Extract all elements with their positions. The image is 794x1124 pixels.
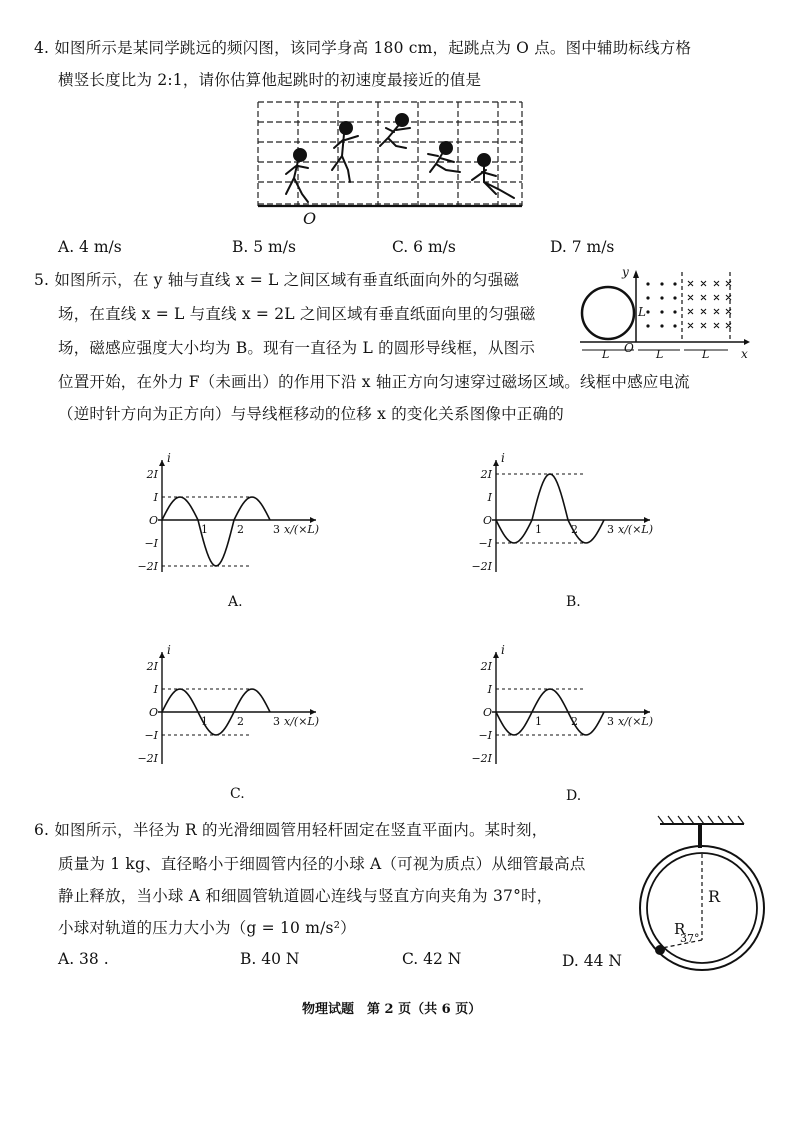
q4-origin-label: O xyxy=(303,209,317,228)
y-tick-label: −2I xyxy=(137,752,158,765)
y-tick-label: O xyxy=(148,514,158,527)
y-tick-label: −I xyxy=(144,729,158,742)
q5-dim-L-1: L xyxy=(602,348,610,361)
x-axis-label: x/(×L) xyxy=(284,523,320,536)
x-tick-label: 2 xyxy=(571,523,578,536)
y-tick-label: 2I xyxy=(146,468,158,481)
q5-graph-d xyxy=(471,620,654,780)
q4-option-c: C. 6 m/s xyxy=(392,238,456,256)
q6-angle-label: 37° xyxy=(680,932,700,945)
x-tick-label: 2 xyxy=(237,523,244,536)
y-tick-label: 2I xyxy=(480,468,492,481)
q6-stem-line-4: 小球对轨道的压力大小为（g = 10 m/s²） xyxy=(58,919,356,937)
y-tick-label: I xyxy=(487,683,492,696)
current-curve xyxy=(496,474,604,543)
q5-dim-L-3: L xyxy=(702,348,710,361)
y-tick-label: 2I xyxy=(146,660,158,673)
y-tick-label: 2I xyxy=(480,660,492,673)
x-tick-label: 3 xyxy=(607,523,614,536)
y-tick-label: −2I xyxy=(137,560,158,573)
i-axis-label: i xyxy=(167,643,171,657)
x-tick-label: 3 xyxy=(607,715,614,728)
q5-x-label: x xyxy=(741,347,748,361)
q5-caption-b: B. xyxy=(566,594,581,610)
current-curve xyxy=(162,497,270,566)
x-tick-label: 1 xyxy=(535,523,542,536)
q5-origin-label: O xyxy=(624,341,634,355)
q6-option-b: B. 40 N xyxy=(240,950,300,968)
q5-caption-c: C. xyxy=(230,786,245,802)
q6-R-label: R xyxy=(708,887,721,906)
q5-magnetic-field-figure xyxy=(578,266,750,362)
i-axis-arrow xyxy=(493,652,499,658)
q5-graph-b xyxy=(471,428,654,588)
page-footer: 物理试题 第 2 页（共 6 页） xyxy=(302,1002,482,1017)
q5-graph-c xyxy=(137,620,320,780)
q4-jumper-figures xyxy=(286,114,514,202)
y-tick-label: O xyxy=(482,514,492,527)
q5-caption-d: D. xyxy=(566,788,582,804)
q5-stem-line-3: 场，磁感应强度大小均为 B。现有一直径为 L 的圆形导线框，从图示 xyxy=(58,339,536,357)
x-tick-label: 3 xyxy=(273,715,280,728)
i-axis-arrow xyxy=(159,460,165,466)
q5-caption-a: A. xyxy=(228,594,243,610)
y-tick-label: O xyxy=(148,706,158,719)
i-axis-arrow xyxy=(159,652,165,658)
y-tick-label: −I xyxy=(478,729,492,742)
q6-ball-a xyxy=(655,945,665,955)
q5-stem-line-5: （逆时针方向为正方向）与导线框移动的位移 x 的变化关系图像中正确的 xyxy=(58,405,564,423)
q5-stem-line-1: 5. 如图所示，在 y 轴与直线 x = L 之间区域有垂直纸面向外的匀强磁 xyxy=(34,271,520,289)
q5-stem-line-2: 场，在直线 x = L 与直线 x = 2L 之间区域有垂直纸面向里的匀强磁 xyxy=(58,305,536,323)
x-axis-label: x/(×L) xyxy=(618,523,654,536)
x-tick-label: 1 xyxy=(201,523,208,536)
q4-stem-line-1: 4. 如图所示是某同学跳远的频闪图，该同学身高 180 cm，起跳点为 O 点。图中辅助标线方格 xyxy=(34,39,692,57)
q4-option-d: D. 7 m/s xyxy=(550,238,615,256)
x-axis-label: x/(×L) xyxy=(618,715,654,728)
y-tick-label: I xyxy=(487,491,492,504)
x-tick-label: 3 xyxy=(273,523,280,536)
y-tick-label: I xyxy=(153,491,158,504)
q4-stem-line-2: 横竖长度比为 2:1，请你估算他起跳时的初速度最接近的值是 xyxy=(58,71,482,89)
q6-stem-line-2: 质量为 1 kg、直径略小于细圆管内径的小球 A（可视为质点）从细管最高点 xyxy=(58,855,586,873)
q5-loop-L-label: L xyxy=(638,305,646,319)
q5-y-label: y xyxy=(622,265,629,279)
q6-circular-tube-figure xyxy=(632,814,768,970)
q5-wire-loop xyxy=(582,287,634,339)
x-axis-label: x/(×L) xyxy=(284,715,320,728)
q6-option-a: A. 38 . xyxy=(58,950,109,968)
y-tick-label: I xyxy=(153,683,158,696)
q6-R2-label: R xyxy=(674,920,686,938)
q5-field-in-crosses xyxy=(688,281,731,328)
q6-stem-line-3: 静止释放，当小球 A 和细圆管轨道圆心连线与竖直方向夹角为 37°时， xyxy=(58,887,553,905)
i-axis-label: i xyxy=(501,643,505,657)
y-tick-label: O xyxy=(482,706,492,719)
q6-stem-line-1: 6. 如图所示，半径为 R 的光滑细圆管用轻杆固定在竖直平面内。某时刻， xyxy=(34,821,548,839)
x-tick-label: 2 xyxy=(237,715,244,728)
q4-option-a: A. 4 m/s xyxy=(58,238,122,256)
q5-graph-a xyxy=(137,428,320,588)
y-tick-label: −I xyxy=(478,537,492,550)
i-axis-label: i xyxy=(167,451,171,465)
i-axis-arrow xyxy=(493,460,499,466)
q6-option-d: D. 44 N xyxy=(562,952,622,970)
q6-option-c: C. 42 N xyxy=(402,950,462,968)
y-tick-label: −2I xyxy=(471,752,492,765)
q4-option-b: B. 5 m/s xyxy=(232,238,296,256)
q4-long-jump-figure xyxy=(250,98,530,228)
y-tick-label: −I xyxy=(144,537,158,550)
y-tick-label: −2I xyxy=(471,560,492,573)
x-tick-label: 2 xyxy=(571,715,578,728)
x-tick-label: 1 xyxy=(201,715,208,728)
i-axis-label: i xyxy=(501,451,505,465)
q5-dim-L-2: L xyxy=(656,348,664,361)
x-tick-label: 1 xyxy=(535,715,542,728)
q5-field-out-dots xyxy=(646,282,676,327)
q5-stem-line-4: 位置开始，在外力 F（未画出）的作用下沿 x 轴正方向匀速穿过磁场区域。线框中感应电流 xyxy=(58,373,690,391)
